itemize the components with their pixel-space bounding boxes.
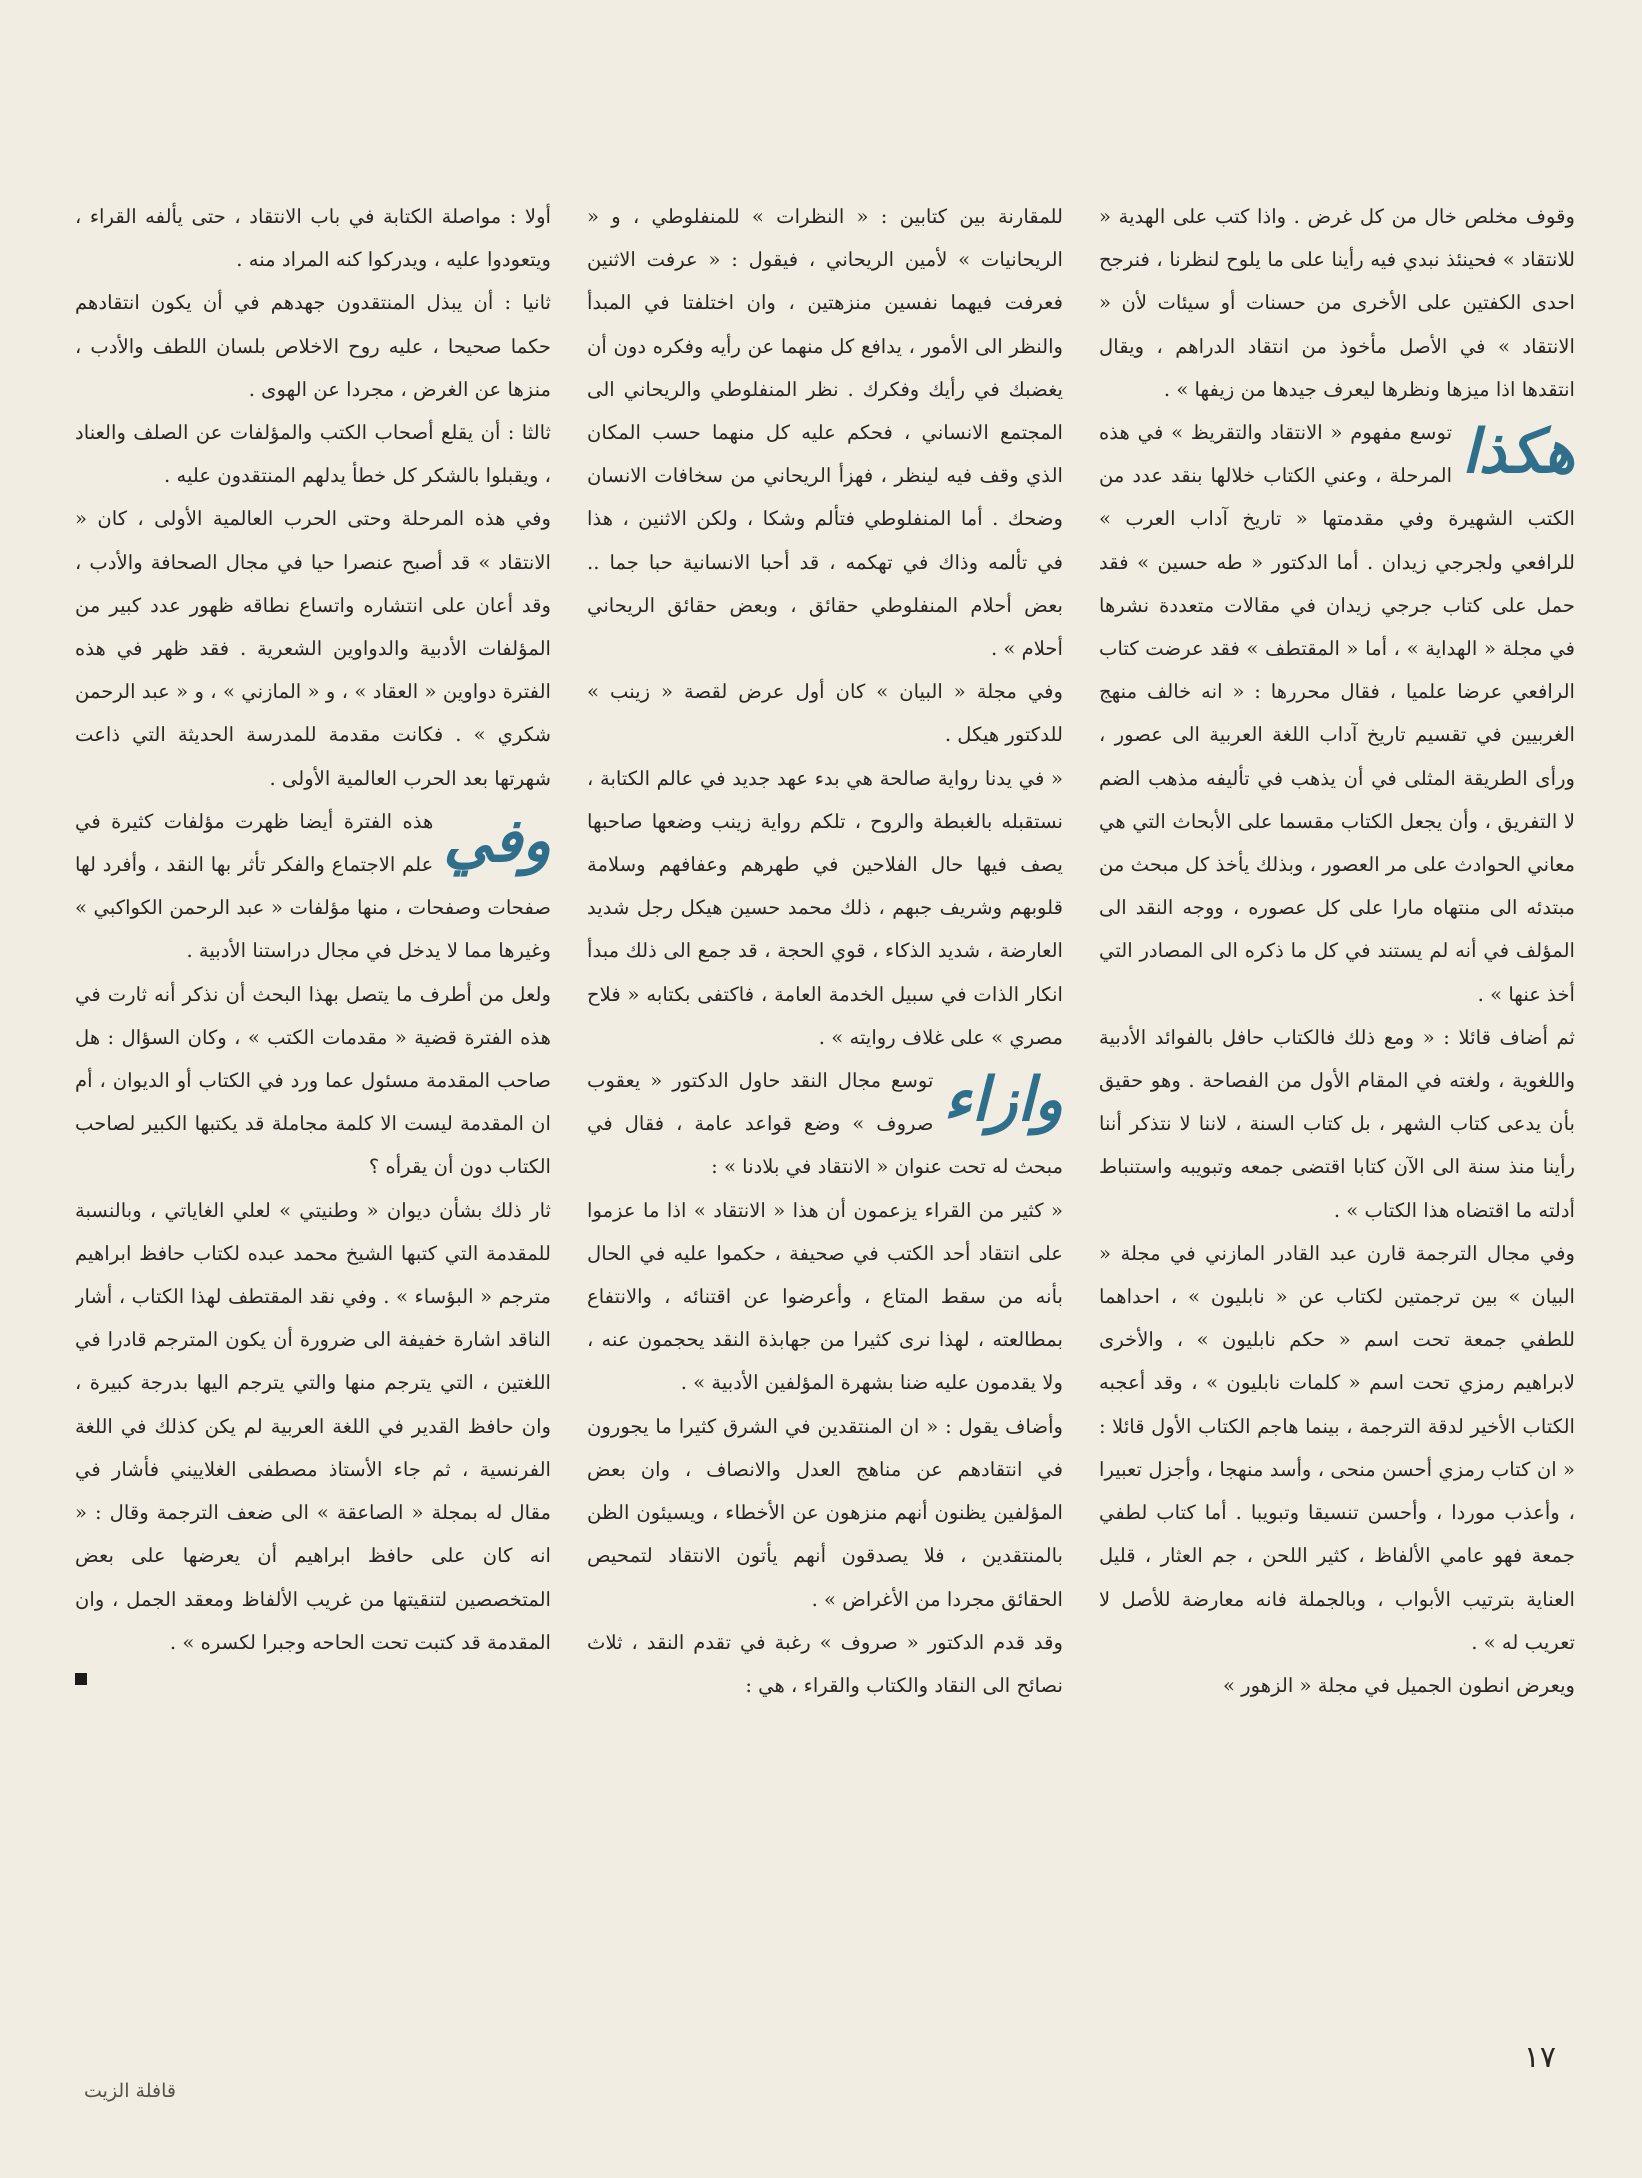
paragraph: ثالثا : أن يقلع أصحاب الكتب والمؤلفات عن الصلف والعناد ، ويقبلوا بالشكر كل خطأ يدلهم المنتقدون عليه . bbox=[75, 421, 551, 488]
dropcap-paragraph bbox=[1099, 411, 1575, 1016]
dropcap-text: هذه الفترة أيضا ظهرت مؤلفات كثيرة في علم الاجتماع والفكر تأثر بها النقد ، وأفرد لها صفحات وصفحات ، منها مؤلفات « عبد الرحمن الكواكبي » وغيرها مما لا يدخل في مجال دراستنا الأدبية . bbox=[75, 809, 551, 963]
column-right bbox=[1099, 195, 1575, 2035]
paragraph: وقد قدم الدكتور « صروف » رغبة في تقدم النقد ، ثلاث نصائح الى النقاد والكتاب والقراء ، هي : bbox=[587, 1630, 1063, 1697]
dropcap-word: وفي bbox=[443, 805, 551, 876]
column-left bbox=[75, 195, 551, 2035]
paragraph: وأضاف يقول : « ان المنتقدين في الشرق كثيرا ما يجورون في انتقادهم عن مناهج العدل والانصاف ، وان بعض المؤلفين يظنون أنهم منزهون عن الأخطاء ، ويسيئون الظن بالمنتقدين ، فلا يصدقون أنهم يأتون الانتقاد لتمحيص الحقائق مجردا من الأغراض » . bbox=[587, 1414, 1063, 1611]
end-square-icon bbox=[75, 1673, 87, 1685]
paragraph: وقوف مخلص خال من كل غرض . واذا كتب على الهدية « للانتقاد » فحينئذ نبدي فيه رأينا على ما يلوح لنظرنا ، فنرجح احدى الكفتين على الأخرى من حسنات أو سيئات لأن « الانتقاد » في الأصل مأخوذ من انتقاد الدراهم ، ويقال انتقدها اذا ميزها ونظرها ليعرف جيدها من زيفها » . bbox=[1099, 205, 1575, 401]
dropcap-text: توسع مفهوم « الانتقاد والتقريظ » في هذه المرحلة ، وعني الكتاب خلالها بنقد عدد من الكتب الشهيرة وفي مقدمتها « تاريخ آداب العرب » للرافعي ولجرجي زيدان . أما الدكتور « طه حسين » فقد حمل على كتاب جرجي زيدان في مقالات متعددة نشرها في مجلة « الهداية » ، أما « المقتطف » فقد عرضت كتاب الرافعي عرضا علميا ، فقال محررها : « انه خالف منهج الغربيين في تقسيم تاريخ آداب اللغة العربية الى عصور ، ورأى الطريقة المثلى في أن يذهب في تأليفه مذهب الضم لا التفريق ، وأن يجعل الكتاب مقسما على الأبحاث التي هي معاني الحوادث على مر العصور ، وبذلك يأخذ كل مبحث من مبتدئه الى منتهاه مارا على كل عصوره ، ووجه النقد الى المؤلف في أنه لم يستند في كل ما ذكره الى المصادر التي أخذ عنها » . bbox=[1099, 421, 1575, 1006]
paragraph: ويعرض انطون الجميل في مجلة « الزهور » bbox=[1222, 1673, 1575, 1697]
paragraph: ثانيا : أن يبذل المنتقدون جهدهم في أن يكون انتقادهم حكما صحيحا ، عليه روح الاخلاص بلسان اللطف والأدب ، منزها عن الغرض ، مجردا عن الهوى . bbox=[75, 291, 551, 401]
dropcap-word: وازاء bbox=[943, 1065, 1063, 1136]
paragraph: وفي مجلة « البيان » كان أول عرض لقصة « زينب » للدكتور هيكل . bbox=[587, 680, 1063, 747]
dropcap-word: هكذا bbox=[1462, 417, 1575, 488]
paragraph: « في يدنا رواية صالحة هي بدء عهد جديد في عالم الكتابة ، نستقبله بالغبطة والروح ، تلكم رواية زينب وضعها صاحبها يصف فيها حال الفلاحين في طهرهم وعفافهم وسلامة قلوبهم وشريف جبهم ، ذلك محمد حسين هيكل رجل شديد العارضة ، شديد الذكاء ، قوي الحجة ، قد جمع الى ذلك مبدأ انكار الذات في سبيل الخدمة العامة ، فاكتفى بكتابه « فلاح مصري » على غلاف روايته » . bbox=[587, 766, 1063, 1049]
dropcap-text: توسع مجال النقد حاول الدكتور « يعقوب صروف » وضع قواعد عامة ، فقال في مبحث له تحت عنوان « الانتقاد في بلادنا » : bbox=[587, 1069, 1063, 1179]
paragraph: ثم أضاف قائلا : « ومع ذلك فالكتاب حافل بالفوائد الأدبية واللغوية ، ولغته في المقام الأول من الفصاحة . وهو حقيق بأن يدعى كتاب الشهر ، بل كتاب السنة ، لاننا لا نتذكر أننا رأينا منذ سنة الى الآن كتابا اقتضى جمعه وتبويبه واستنباط أدلته ما اقتضاه هذا الكتاب » . bbox=[1099, 1025, 1575, 1222]
dropcap-paragraph bbox=[75, 800, 551, 973]
paragraph: للمقارنة بين كتابين : « النظرات » للمنفلوطي ، و « الريحانيات » لأمين الريحاني ، فيقول : « عرفت الاثنين فعرفت فيهما نفسين منزهتين ، وان اختلفتا في المبدأ والنظر الى الأمور ، يدافع كل منهما عن رأيه وفكره دون أن يغضبك في رأيك وفكرك . نظر المنفلوطي والريحاني الى المجتمع الانساني ، فحكم عليه كل منهما حسب المكان الذي وقف فيه لينظر ، فهزأ الريحاني من سخافات الانسان وضحك . أما المنفلوطي فتألم وشكا ، ولكن الاثنين ، هذا في تألمه وذاك في تهكمه ، قد أحبا الانسانية حبا جما .. بعض أحلام المنفلوطي حقائق ، وبعض حقائق الريحاني أحلام » . bbox=[587, 205, 1063, 661]
paragraph: ولعل من أطرف ما يتصل بهذا البحث أن نذكر أنه ثارت في هذه الفترة قضية « مقدمات الكتب » ، وكان السؤال : هل صاحب المقدمة مسئول عما ورد في الكتاب أو الديوان ، أم ان المقدمة ليست الا كلمة مجاملة قد يكتبها الكبير لصاحب الكتاب دون أن يقرأه ؟ bbox=[75, 982, 551, 1179]
paragraph: أولا : مواصلة الكتابة في باب الانتقاد ، حتى يألفه القراء ، ويتعودوا عليه ، ويدركوا كنه المراد منه . bbox=[75, 205, 551, 272]
dropcap-paragraph bbox=[587, 1059, 1063, 1189]
paragraph: وفي مجال الترجمة قارن عبد القادر المازني في مجلة « البيان » بين ترجمتين لكتاب عن « نابليون » ، احداهما للطفي جمعة تحت اسم « حكم نابليون » ، والأخرى لابراهيم رمزي تحت اسم « كلمات نابليون » ، وقد أعجبه الكتاب الأخير لدقة الترجمة ، بينما هاجم الكتاب الأول قائلا : « ان كتاب رمزي أحسن منحى ، وأسد منهجا ، وأجزل تعبيرا ، وأعذب موردا ، وأحسن تنسيقا وتبويبا . أما كتاب لطفي جمعة فهو عامي الألفاظ ، كثير اللحن ، جم العثار ، قليل العناية بترتيب الأبواب ، وبالجملة فانه معارضة للأصل لا تعريب له » . bbox=[1099, 1241, 1575, 1654]
article-columns bbox=[75, 195, 1575, 2035]
end-of-article bbox=[75, 1664, 551, 1694]
paragraph: وفي هذه المرحلة وحتى الحرب العالمية الأولى ، كان « الانتقاد » قد أصبح عنصرا حيا في مجال الصحافة والأدب ، وقد أعان على انتشاره واتساع نطاقه ظهور عدد كبير من المؤلفات الأدبية والدواوين الشعرية . فقد ظهر في هذه الفترة دواوين « العقاد » ، و « المازني » ، و « عبد الرحمن شكري » . فكانت مقدمة للمدرسة الحديثة التي ذاعت شهرتها بعد الحرب العالمية الأولى . bbox=[75, 507, 551, 790]
magazine-name: قافلة الزيت bbox=[84, 2080, 176, 2102]
paragraph: ثار ذلك بشأن ديوان « وطنيتي » لعلي الغاياتي ، وبالنسبة للمقدمة التي كتبها الشيخ محمد عبده لكتاب حافظ ابراهيم مترجم « البؤساء » . وفي نقد المقتطف لهذا الكتاب ، أشار الناقد اشارة خفيفة الى ضرورة أن يكون المترجم قادرا في اللغتين ، التي يترجم منها والتي يترجم اليها بدرجة كبيرة ، وان حافظ القدير في اللغة العربية لم يكن كذلك في اللغة الفرنسية ، ثم جاء الأستاذ مصطفى الغلاييني فأشار في مقال له بمجلة « الصاعقة » الى ضعف الترجمة وقال : « انه كان على حافظ ابراهيم أن يعرضها على بعض المتخصصين لتنقيتها من غريب الألفاظ ومعقد الجمل ، وان المقدمة قد كتبت تحت الحاحه وجبرا لكسره » . bbox=[75, 1198, 551, 1654]
page-number: ١٧ bbox=[1523, 2040, 1556, 2075]
column-middle bbox=[587, 195, 1063, 2035]
paragraph: « كثير من القراء يزعمون أن هذا « الانتقاد » اذا ما عزموا على انتقاد أحد الكتب في صحيفة ، حكموا عليه في الحال بأنه من سقط المتاع ، وأعرضوا عن اقتنائه ، والانتفاع بمطالعته ، لهذا نرى كثيرا من جهابذة النقد يحجمون عنه ، ولا يقدمون عليه ضنا بشهرة المؤلفين الأدبية » . bbox=[587, 1198, 1063, 1395]
